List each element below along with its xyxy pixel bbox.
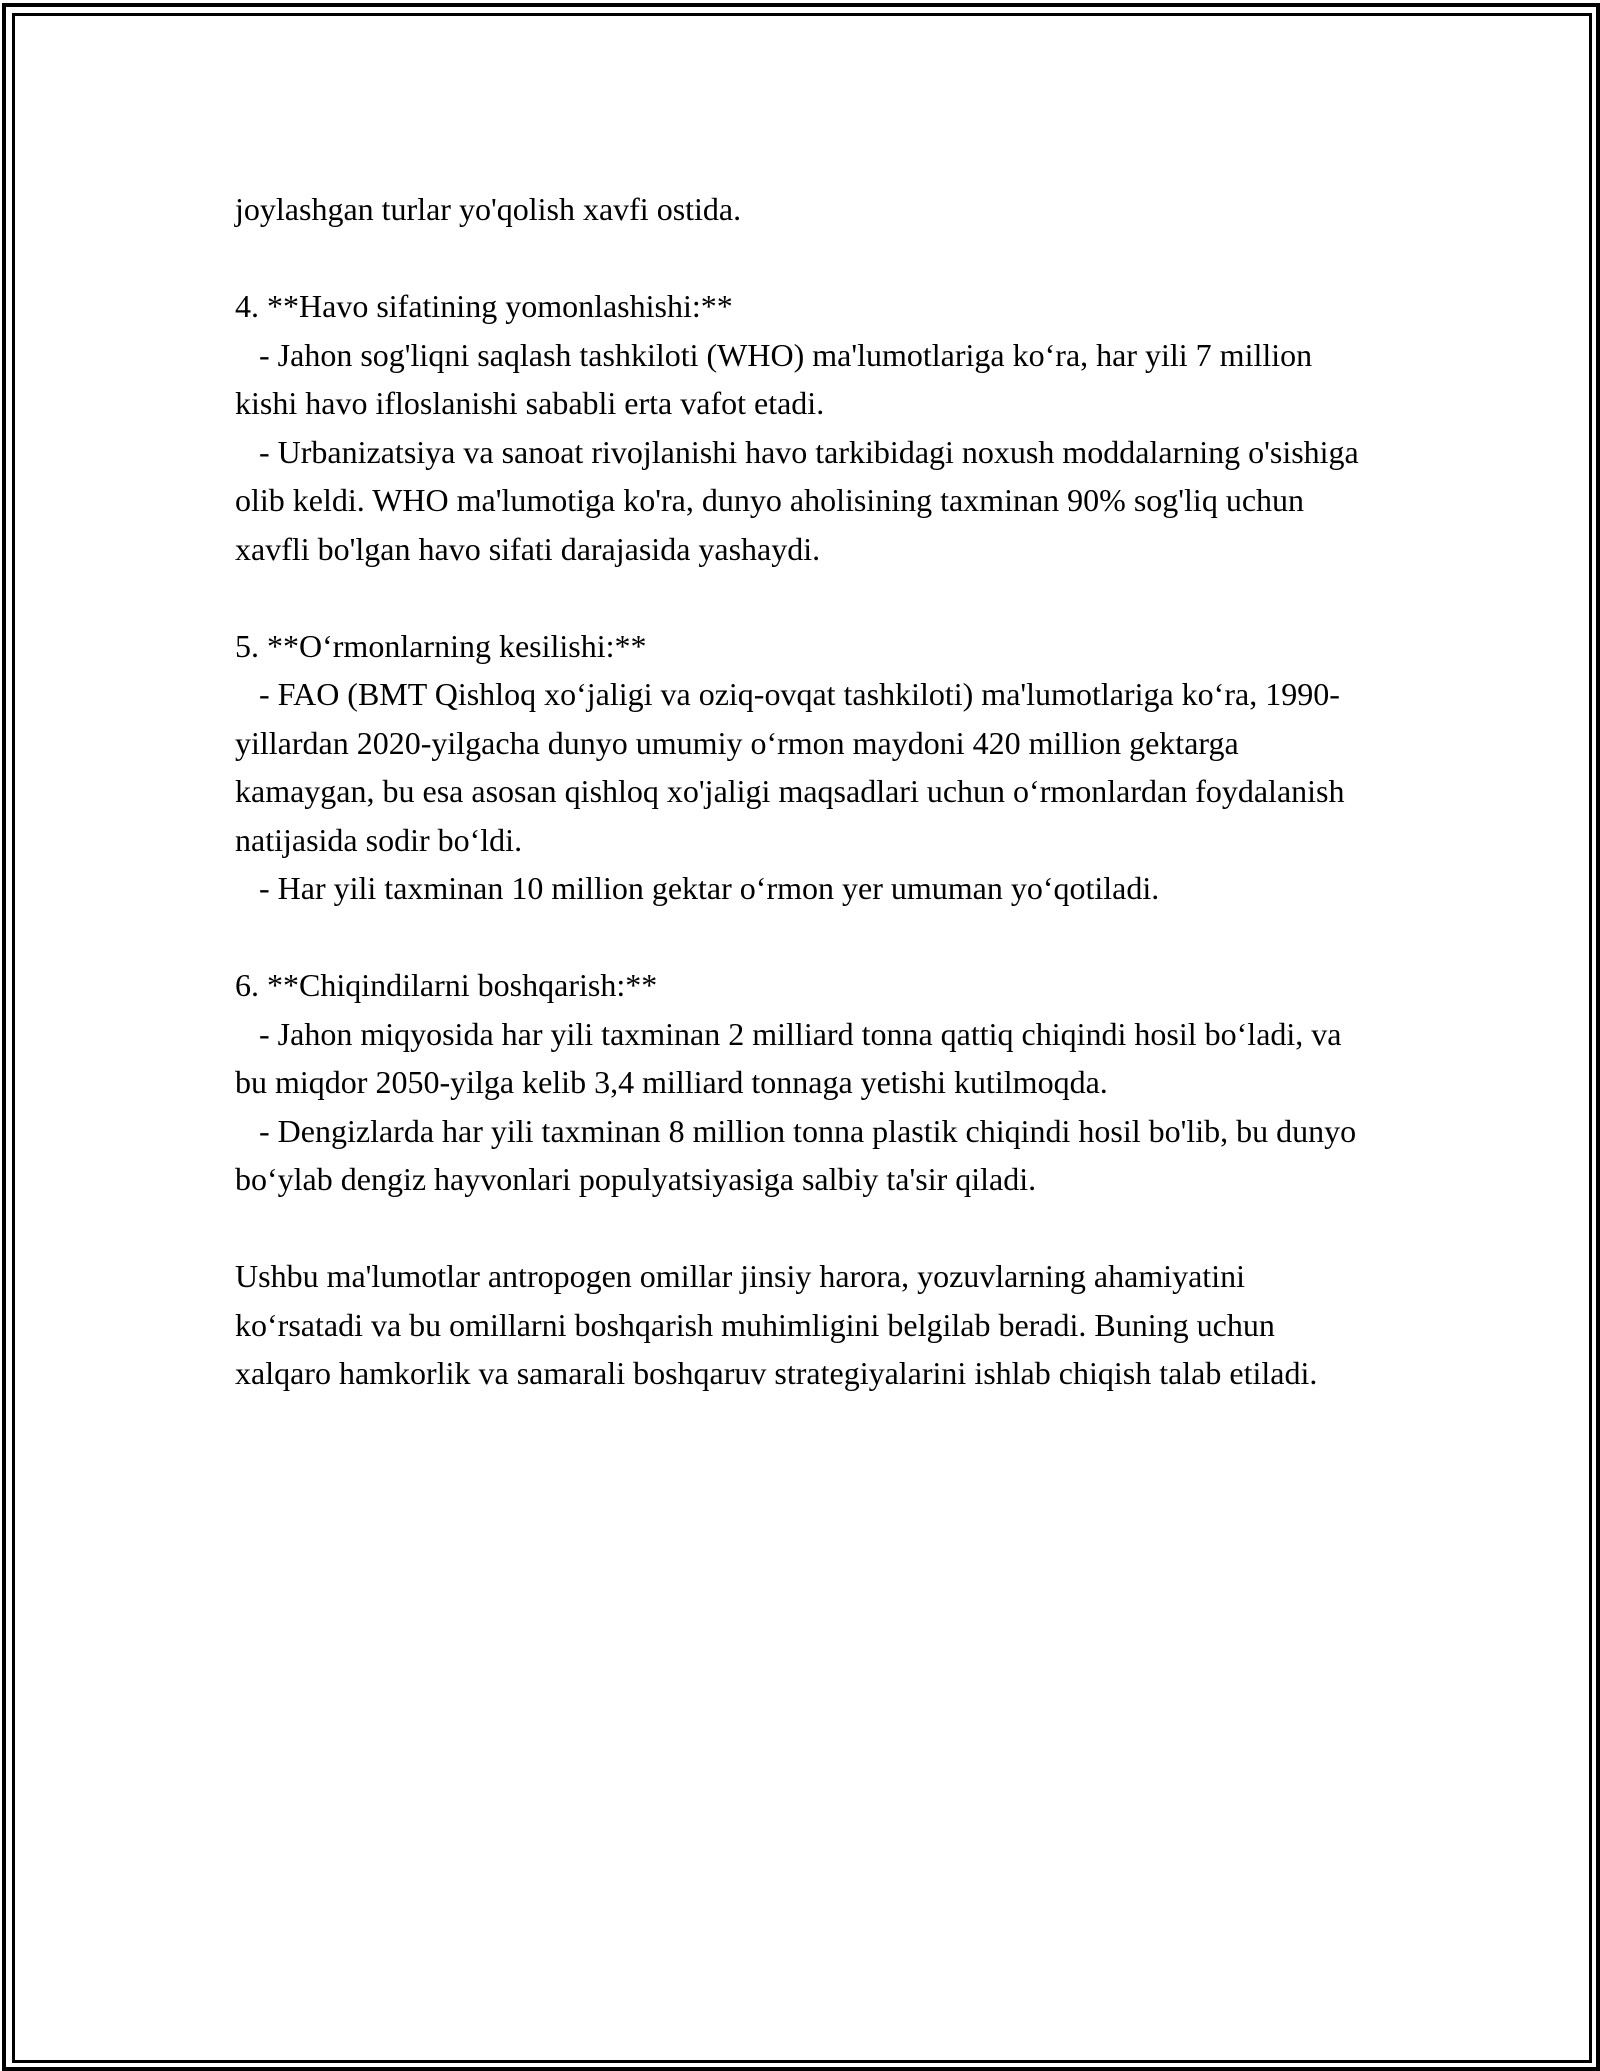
document-paragraph: - Urbanizatsiya va sanoat rivojlanishi havo tarkibidagi noxush moddalarning o'sishiga olib keldi. WHO ma'lumotiga ko'ra, dunyo aholisining taxminan 90% sog'liq uchun xavfli bo'lgan havo sifati darajasida yashaydi. bbox=[235, 433, 1367, 567]
document-paragraph: 5. **O‘rmonlarning kesilishi:** bbox=[235, 627, 647, 664]
document-paragraph: - Dengizlarda har yili taxminan 8 million tonna plastik chiqindi hosil bo'lib, bu dunyo bo‘ylab dengiz hayvonlari populyatsiyasiga salbiy ta'sir qiladi. bbox=[235, 1112, 1365, 1197]
document-paragraph: joylashgan turlar yo'qolish xavfi ostida. bbox=[235, 191, 742, 227]
document-paragraph: - FAO (BMT Qishloq xo‘jaligi va oziq-ovqat tashkiloti) ma'lumotlariga ko‘ra, 1990-yillardan 2020-yilgacha dunyo umumiy o‘rmon maydoni 420 million gektarga kamaygan, bu esa asosan qishloq xo'jaligi maqsadlari uchun o‘rmonlardan foydalanish natijasida sodir bo‘ldi. bbox=[235, 676, 1353, 858]
document-paragraph: - Jahon sog'liqni saqlash tashkiloti (WHO) ma'lumotlariga ko‘ra, har yili 7 million kishi havo ifloslanishi sababli erta vafot etadi. bbox=[235, 336, 1321, 421]
document-paragraph: 4. **Havo sifatining yomonlashishi:** bbox=[235, 288, 733, 324]
document-paragraph: - Jahon miqyosida har yili taxminan 2 milliard tonna qattiq chiqindi hosil bo‘ladi, va bu miqdor 2050-yilga kelib 3,4 milliard tonnaga yetishi kutilmoqda. bbox=[235, 1015, 1350, 1100]
document-paragraph: 6. **Chiqindilarni boshqarish:** bbox=[235, 967, 658, 1003]
document-paragraph: - Har yili taxminan 10 million gektar o‘rmon yer umuman yo‘qotiladi. bbox=[235, 870, 1160, 906]
paragraph-spacer bbox=[235, 1204, 1365, 1253]
paragraph-spacer bbox=[235, 234, 1365, 283]
document-body bbox=[235, 185, 1365, 1398]
paragraph-spacer bbox=[235, 913, 1365, 962]
paragraph-spacer bbox=[235, 573, 1365, 622]
document-paragraph: Ushbu ma'lumotlar antropogen omillar jinsiy harora, yozuvlarning ahamiyatini ko‘rsatadi va bu omillarni boshqarish muhimligini belgilab beradi. Buning uchun xalqaro hamkorlik va samarali boshqaruv strategiyalarini ishlab chiqish talab etiladi. bbox=[235, 1258, 1318, 1391]
